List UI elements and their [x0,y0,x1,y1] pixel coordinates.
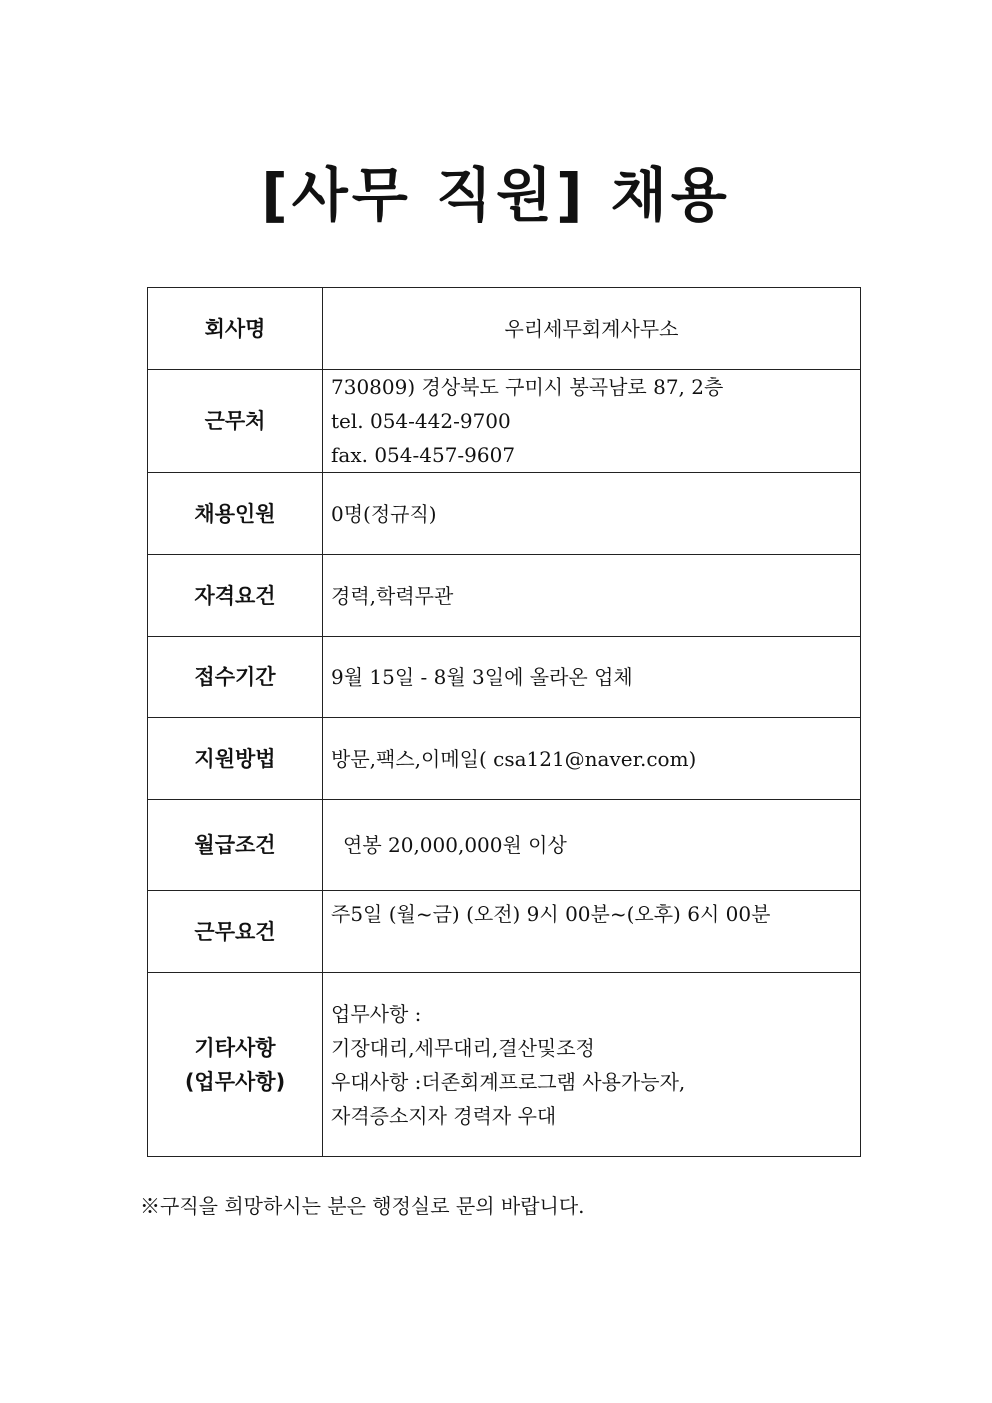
period-label: 접수기간 [148,637,323,718]
row-period [148,637,861,718]
etc-line: 자격증소지자 경력자 우대 [331,1103,557,1128]
company-label: 회사명 [148,288,323,370]
qualification-label: 자격요건 [148,555,323,637]
hours-label: 근무요건 [148,891,323,973]
row-method [148,718,861,800]
workplace-fax: fax. 054-457-9607 [331,443,516,467]
etc-label-line1: 기타사항 [194,1035,276,1060]
hours-value [323,891,861,973]
headcount-value: 0명(정규직) [323,473,861,555]
hours-text: 주5일 (월~금) (오전) 9시 00분~(오후) 6시 00분 [331,902,771,926]
period-value: 9월 15일 - 8월 3일에 올라온 업체 [323,637,861,718]
workplace-label: 근무처 [148,370,323,473]
headcount-label: 채용인원 [148,473,323,555]
row-qualification [148,555,861,637]
row-company [148,288,861,370]
workplace-value [323,370,861,473]
etc-line: 기장대리,세무대리,결산및조정 [331,1035,595,1060]
row-salary [148,800,861,891]
footnote: ※구직을 희망하시는 분은 행정실로 문의 바랍니다. [140,1194,585,1218]
etc-label [148,973,323,1157]
salary-label: 월급조건 [148,800,323,891]
etc-value [323,973,861,1157]
method-value: 방문,팩스,이메일( csa121@naver.com) [323,718,861,800]
salary-value [323,800,861,891]
row-headcount [148,473,861,555]
etc-line: 업무사항 : [331,1001,422,1026]
workplace-tel: tel. 054-442-9700 [331,409,511,433]
page-title: [사무 직원] 채용 [261,161,731,229]
job-posting-table [147,287,861,1157]
workplace-address: 730809) 경상북도 구미시 봉곡남로 87, 2층 [331,375,724,399]
etc-label-line2: (업무사항) [184,1069,286,1094]
qualification-value: 경력,학력무관 [323,555,861,637]
method-label: 지원방법 [148,718,323,800]
etc-line: 우대사항 :더존회계프로그램 사용가능자, [331,1069,686,1094]
row-workplace [148,370,861,473]
row-hours [148,891,861,973]
company-value: 우리세무회계사무소 [323,288,861,370]
salary-text: 연봉 20,000,000원 이상 [343,833,567,857]
row-etc [148,973,861,1157]
